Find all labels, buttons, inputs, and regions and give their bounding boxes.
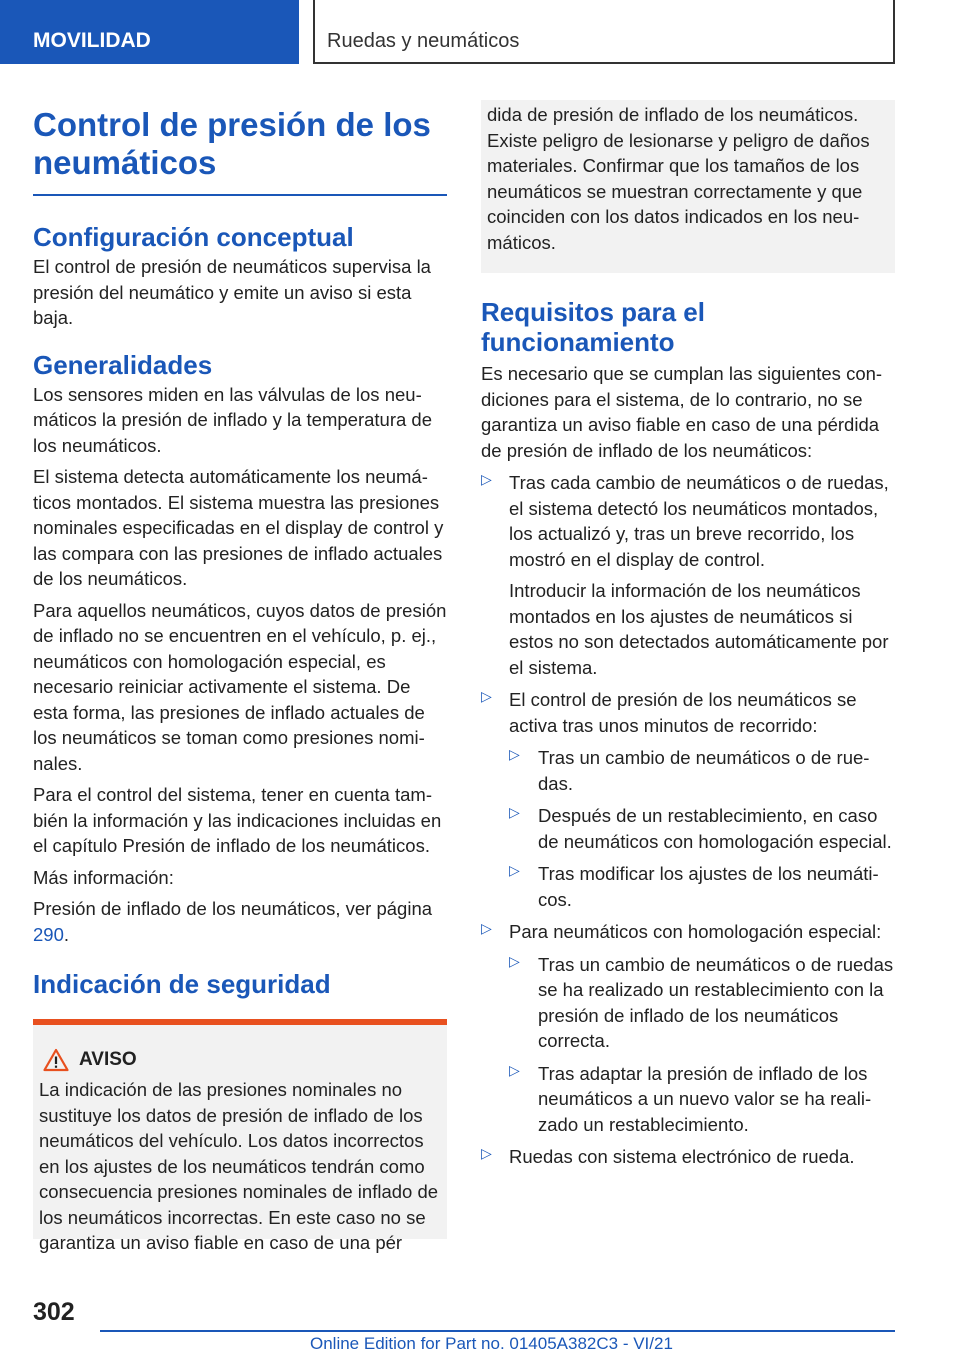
list-item-text: Tras adaptar la presión de inflado de los neumáticos a un nuevo valor se ha realizado un restablecimiento. — [538, 1062, 872, 1135]
heading-requisitos: Requisitos para el funcionamiento — [481, 297, 705, 357]
right-column — [481, 100, 895, 1170]
warning-text: La indicación de las presiones nominales no sustituye los datos de presión de inflado de los neumáticos del vehículo. Los datos incorrectos en los ajustes de los neumáticos tendrán como consecuencia presiones nominales de inflado de los neumáticos incorrectas. En este caso no se garantiza un aviso fiable en caso de una pér — [39, 1079, 439, 1253]
warning-box — [33, 1019, 447, 1253]
chapter-title: Ruedas y neumáticos — [313, 0, 895, 64]
heading-generalidades: Generalidades — [33, 349, 213, 380]
page-link[interactable]: 290 — [33, 923, 64, 945]
sub-list — [509, 745, 895, 912]
paragraph: Para aquellos neumáticos, cuyos datos de presión de inflado no se encuentren en el vehículo, p. ej., neumáticos con homologación especial, es necesario reiniciar activamente el sistema. De esta forma, las presiones de inflado actuales de los neumáticos se toman como presiones nominales. — [33, 599, 447, 774]
list-item — [509, 952, 895, 1054]
list-item — [481, 470, 895, 680]
list-item-text: Tras un cambio de neumáticos o de ruedas. — [538, 747, 870, 794]
warning-text-continued: dida de presión de inflado de los neumáticos. Existe peligro de lesionarse y peligro de daños materiales. Confirmar que los tamaños de los neumáticos se muestran correctamente y que coinciden con los datos indicados en los neumáticos. — [487, 104, 870, 253]
list-item — [481, 919, 895, 1137]
list-item-text: Tras un cambio de neumáticos o de ruedas se ha realizado un restablecimiento con la presión de inflado de los neumáticos correcta. — [538, 953, 894, 1051]
sub-list — [509, 952, 895, 1138]
heading-configuracion: Configuración conceptual — [33, 222, 354, 252]
list-item — [509, 745, 895, 796]
footer-divider — [100, 1330, 895, 1332]
edition-text: Online Edition for Part no. 01405A382C3 - VI/21 — [310, 1334, 673, 1353]
triangle-bullet-icon: ▷ — [509, 746, 520, 762]
list-item-text: Tras cada cambio de neumáticos o de ruedas, el sistema detectó los neumáticos montados, los actualizó y, tras un breve recorrido, los mostró en el display de control. — [509, 472, 889, 570]
list-item-text: Tras modificar los ajustes de los neumáticos. — [538, 863, 879, 910]
paragraph-reference — [33, 896, 447, 947]
warning-header — [43, 1047, 441, 1073]
triangle-bullet-icon: ▷ — [509, 952, 520, 969]
paragraph: Los sensores miden en las válvulas de los neumáticos la presión de inflado y la temperatura de los neumáticos. — [33, 383, 432, 456]
triangle-bullet-icon: ▷ — [481, 471, 492, 487]
paragraph: El sistema detecta automáticamente los neumáticos montados. El sistema muestra las presiones nominales especificadas en el display de control y las compara con las presiones de inflado actuales de los neumáticos. — [33, 466, 444, 589]
heading-seguridad: Indicación de seguridad — [33, 969, 331, 999]
triangle-bullet-icon: ▷ — [481, 1145, 492, 1161]
list-item-text: Después de un restablecimiento, en caso de neumáticos con homologación especial. — [538, 805, 892, 852]
page-title: Control de presión de los neumáticos — [33, 106, 431, 181]
list-item-text: Ruedas con sistema electrónico de rueda. — [509, 1146, 855, 1167]
list-item-text: Introducir la información de los neumáticos montados en los ajustes de neumáticos si estos no son detectados automáticamente por el sistema. — [509, 580, 889, 678]
warning-triangle-icon — [43, 1048, 69, 1072]
triangle-bullet-icon: ▷ — [481, 688, 492, 704]
left-column — [33, 100, 447, 1253]
requirements-list — [481, 470, 895, 1170]
list-item — [509, 803, 895, 854]
section-tab[interactable]: MOVILIDAD — [0, 0, 299, 64]
list-item — [509, 861, 895, 912]
reference-end: . — [63, 923, 70, 945]
warning-title: AVISO — [79, 1049, 137, 1070]
paragraph: Es necesario que se cumplan las siguientes condiciones para el sistema, de lo contrario, no se garantiza un aviso fiable en caso de una pérdida de presión de inflado de los neumáticos: — [481, 363, 883, 461]
page-number: 302 — [33, 1298, 75, 1326]
reference-text: Presión de inflado de los neumáticos, ver página — [33, 898, 433, 919]
triangle-bullet-icon: ▷ — [509, 862, 520, 878]
list-item — [481, 687, 895, 912]
paragraph: Para el control del sistema, tener en cuenta también la información y las indicaciones incluidas en el capítulo Presión de inflado de los neumáticos. — [33, 784, 442, 856]
triangle-bullet-icon: ▷ — [481, 920, 492, 936]
paragraph: El control de presión de neumáticos supervisa la presión del neumático y emite un aviso si esta baja. — [33, 256, 431, 328]
triangle-bullet-icon: ▷ — [509, 1061, 520, 1078]
paragraph: Más información: — [33, 866, 174, 888]
triangle-bullet-icon: ▷ — [509, 804, 520, 820]
list-item — [481, 1144, 895, 1170]
list-item-text: Para neumáticos con homologación especial: — [509, 921, 882, 942]
list-item-text: El control de presión de los neumáticos se activa tras unos minutos de recorrido: — [509, 689, 857, 736]
warning-box-continued — [481, 100, 895, 273]
list-item — [509, 1061, 895, 1138]
